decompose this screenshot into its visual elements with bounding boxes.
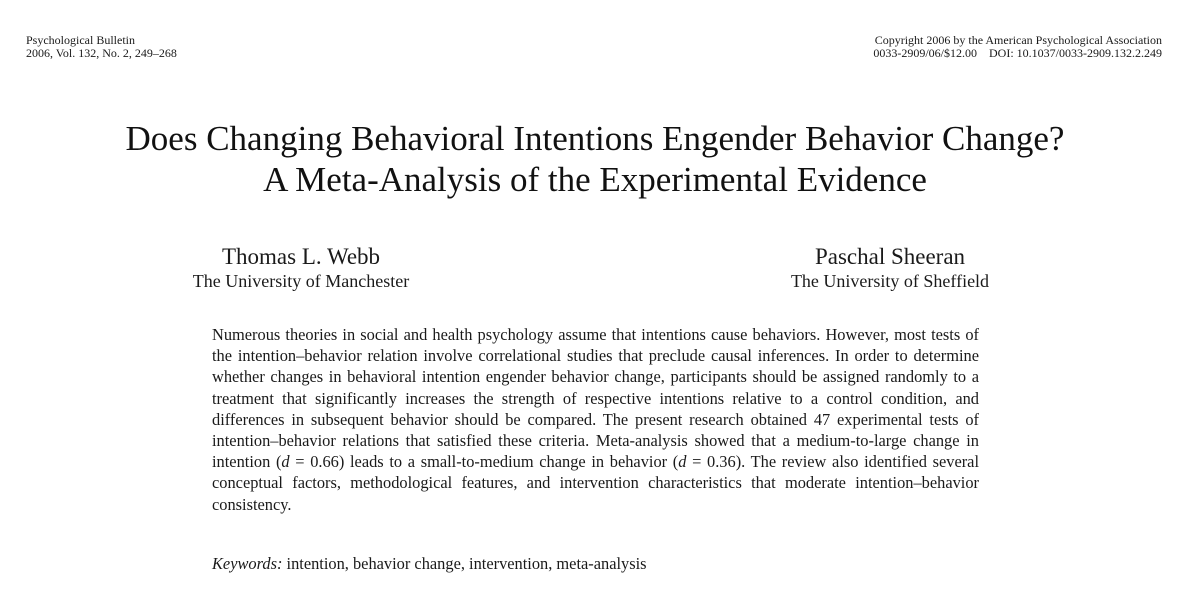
doi-line: 0033-2909/06/$12.00 DOI: 10.1037/0033-2909.132.2.249 — [873, 46, 1162, 60]
author-name: Paschal Sheeran — [814, 244, 966, 269]
keywords-text: intention, behavior change, intervention, meta-analysis — [282, 554, 647, 573]
keywords-label: Keywords: — [212, 554, 283, 573]
author-block-2 — [770, 244, 1010, 292]
abstract-paragraph — [212, 324, 979, 515]
effect-size-symbol: d — [678, 452, 687, 472]
copyright-header — [873, 34, 1162, 60]
author-affiliation: The University of Manchester — [192, 271, 410, 291]
journal-volume-info: 2006, Vol. 132, No. 2, 249–268 — [26, 46, 177, 60]
paper-title-line-2: A Meta-Analysis of the Experimental Evidence — [263, 160, 927, 199]
paper-title — [0, 118, 1190, 200]
journal-name: Psychological Bulletin — [26, 33, 135, 47]
author-block-1 — [170, 244, 432, 292]
author-name: Thomas L. Webb — [221, 244, 381, 269]
paper-title-line-1: Does Changing Behavioral Intentions Engender Behavior Change? — [125, 119, 1065, 158]
author-affiliation: The University of Sheffield — [790, 271, 990, 291]
abstract-text-part-1: Numerous theories in social and health psychology assume that intentions cause behaviors. However, most tests of the intention–behavior relation involve correlational studies that preclude causal inferences. In order to determine whether changes in behavioral intention engender behavior change, participants should be assigned randomly to a treatment that significantly increases the strength of respective intentions relative to a control condition, and differences in subsequent behavior should be compared. The present research obtained 47 experimental tests of intention–behavior relations that satisfied these criteria. Meta-analysis showed that a medium-to-large change in intention ( — [212, 325, 979, 472]
copyright-line: Copyright 2006 by the American Psychological Association — [874, 33, 1162, 47]
journal-header — [26, 34, 177, 60]
effect-size-symbol: d — [281, 452, 290, 472]
keywords-line — [212, 553, 647, 574]
abstract-text-part-3: = 0.36). The review also identified several conceptual factors, methodological features, and intervention characteristics that moderate intention–behavior consistency. — [212, 452, 979, 514]
abstract-text-part-2: = 0.66) leads to a small-to-medium change in behavior ( — [289, 452, 679, 472]
